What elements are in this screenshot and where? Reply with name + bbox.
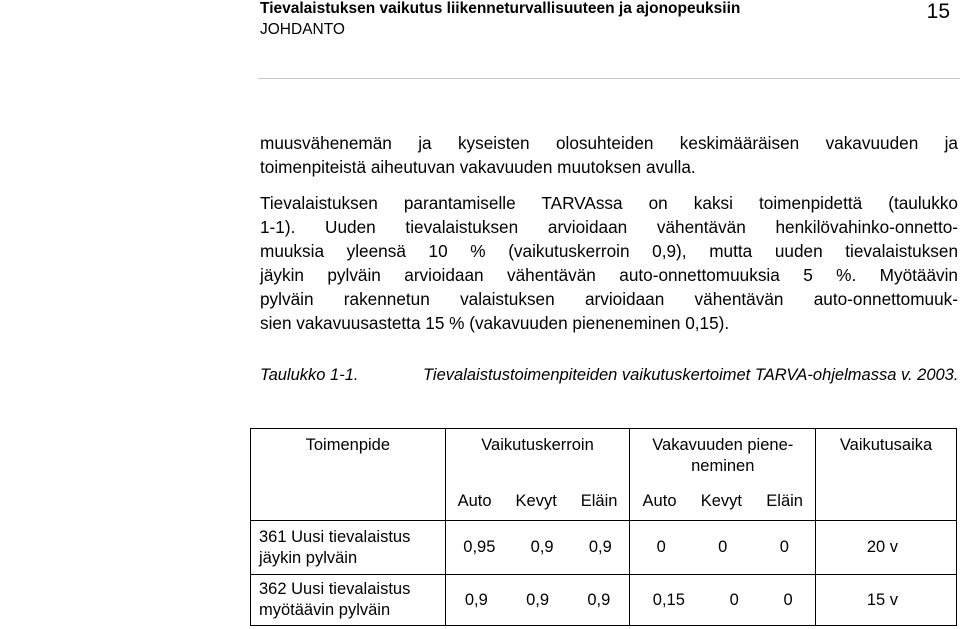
row-severity [630, 521, 816, 575]
coefficients-table [250, 428, 957, 626]
factor-subheaders [446, 491, 630, 512]
factor-auto: 0,95 [463, 538, 496, 556]
factor-kevyt: 0,9 [526, 590, 549, 609]
header-factor-label: Vaikutuskerroin [481, 436, 594, 454]
row-duration: 15 v [816, 575, 957, 626]
header-measure: Toimenpide [251, 429, 446, 521]
measure-line: 362 Uusi tievalaistus [259, 580, 411, 598]
paragraph-2 [260, 191, 958, 335]
paragraph-1 [260, 131, 958, 179]
paragraph-line: sien vakavuusastetta 15 % (vakavuuden pieneneminen 0,15). [260, 313, 730, 333]
paragraph-line: 1-1). Uuden tievalaistuksen arvioidaan vähentävän henkilövahinko-onnetto- [260, 217, 958, 237]
paragraph-line: muuksia yleensä 10 % (vaikutuskerroin 0,9), mutta uuden tievalaistuksen [260, 241, 958, 261]
paragraph-line: jäykin pylväin arvioidaan vähentävän auto-onnettomuuksia 5 %. Myötäävin [260, 265, 958, 285]
subheader-elain: Eläin [766, 492, 803, 510]
paragraph-line: pylväin rakennetun valaistuksen arvioidaan vähentävän auto-onnettomuuk- [260, 289, 958, 309]
page-number: 15 [926, 0, 950, 23]
subheader-kevyt: Kevyt [515, 492, 557, 510]
subheader-elain: Eläin [580, 492, 618, 510]
table-row [251, 521, 957, 575]
factor-elain: 0,9 [587, 590, 611, 609]
row-factor [445, 521, 630, 575]
subheader-auto: Auto [642, 492, 677, 510]
severity-auto: 0 [656, 538, 666, 556]
header-severity-line2: neminen [691, 457, 755, 475]
row-factor [445, 575, 630, 626]
header-duration: Vaikutusaika [816, 429, 957, 521]
factor-auto: 0,9 [464, 590, 488, 609]
row-measure [251, 521, 446, 575]
measure-line: 361 Uusi tievalaistus [259, 527, 411, 546]
severity-elain: 0 [783, 590, 793, 609]
paragraph-line: muusvähenemän ja kyseisten olosuhteiden keskimääräisen vakavuuden ja [260, 133, 958, 153]
header-rule [258, 78, 960, 79]
header-factor [445, 429, 630, 521]
subheader-auto: Auto [457, 492, 492, 510]
table-row [251, 575, 957, 626]
header-severity [630, 429, 816, 521]
caption-text: Tievalaistustoimenpiteiden vaikutuskertoimet TARVA-ohjelmassa v. 2003. [423, 366, 959, 384]
row-duration: 20 v [816, 521, 957, 575]
severity-kevyt: 0 [729, 590, 739, 609]
factor-kevyt: 0,9 [530, 538, 554, 556]
factor-elain: 0,9 [588, 538, 612, 556]
section-name: JOHDANTO [260, 21, 345, 38]
paragraph-line: toimenpiteistä aiheutuvan vakavuuden muutoksen avulla. [260, 157, 696, 177]
severity-auto: 0,15 [652, 590, 685, 609]
measure-line: jäykin pylväin [259, 548, 358, 567]
row-severity [630, 575, 816, 626]
severity-kevyt: 0 [718, 538, 728, 556]
severity-subheaders [630, 491, 815, 512]
paragraph-line: Tievalaistuksen parantamiselle TARVAssa on kaksi toimenpidettä (taulukko [260, 193, 958, 213]
running-title: Tievalaistuksen vaikutus liikenneturvallisuuteen ja ajonopeuksiin [260, 0, 741, 17]
row-measure [251, 575, 446, 626]
page-header [258, 0, 958, 80]
table-header-row [251, 429, 957, 521]
subheader-kevyt: Kevyt [700, 492, 743, 510]
header-severity-line1: Vakavuuden piene- [652, 436, 794, 454]
caption-label: Taulukko 1-1. [260, 366, 359, 384]
measure-line: myötäävin pylväin [259, 601, 391, 619]
severity-elain: 0 [779, 538, 789, 556]
